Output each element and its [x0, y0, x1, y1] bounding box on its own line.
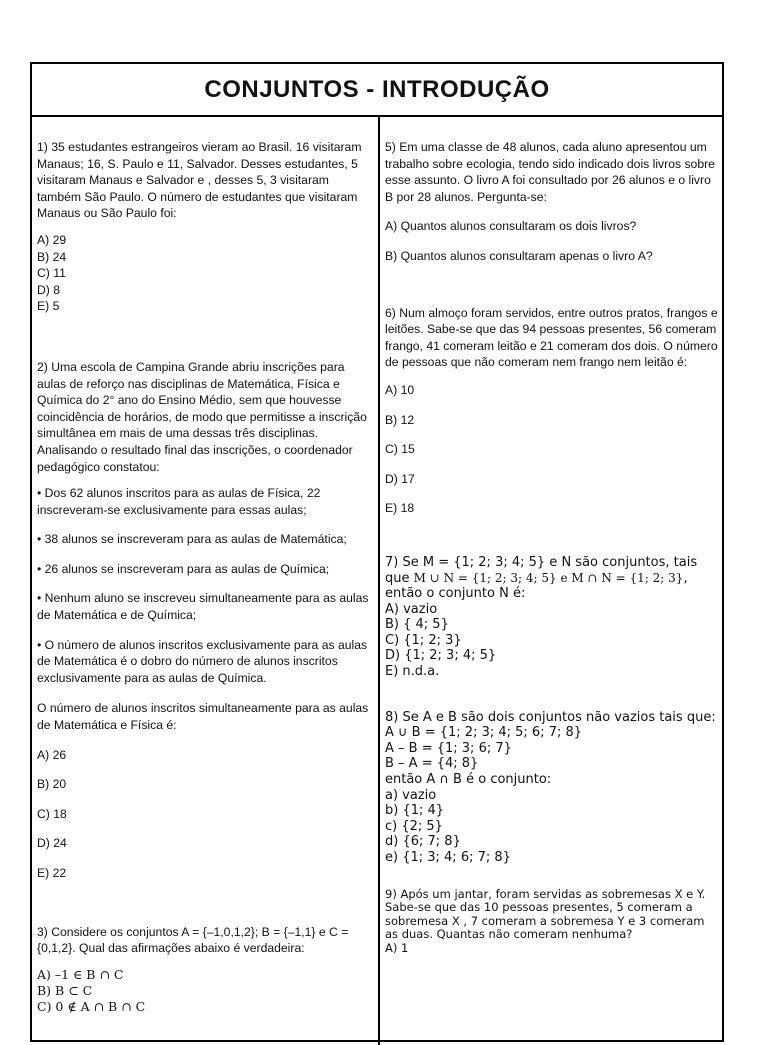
option: a) vazio [385, 787, 437, 803]
question-1 [37, 139, 373, 315]
option: E) 5 [37, 299, 60, 314]
conjunction-word: e [556, 570, 572, 585]
column-divider [378, 115, 380, 1045]
bullet-item: • Nenhum aluno se inscreveu simultaneamente para as aulas de Matemática e de Química; [37, 591, 369, 623]
option: C) 18 [37, 806, 67, 821]
question-8-conditions [385, 725, 721, 865]
question-2-bullets [37, 485, 373, 734]
question-8 [385, 710, 721, 866]
question-9-options [385, 942, 721, 956]
union-expression: M ∪ N = {1; 2; 3; 4; 5} [413, 570, 557, 585]
option: C) 0 ∉ A ∩ B ∩ C [37, 998, 146, 1014]
question-7-text [385, 555, 721, 602]
question-7-text-part1: 7) Se M = {1; 2; 3; 4; 5} e N são conjuntos, tais que [385, 554, 698, 586]
option: d) {6; 7; 8} [385, 834, 461, 850]
condition: B – A = {4; 8} [385, 756, 479, 772]
page-title: CONJUNTOS - INTRODUÇÃO [204, 75, 550, 103]
worksheet [30, 62, 724, 1042]
question-3-options [37, 967, 373, 1015]
question-3 [37, 924, 373, 1015]
option: b) {1; 4} [385, 803, 445, 819]
option: E) n.d.a. [385, 664, 440, 680]
question-6-options [385, 382, 721, 517]
option: A) 1 [385, 940, 409, 955]
option: C) 15 [385, 442, 415, 457]
option: D) 17 [385, 471, 415, 486]
title-box [32, 64, 722, 117]
left-column [37, 139, 373, 1015]
option: B) 12 [385, 412, 415, 427]
question-2-options [37, 747, 373, 882]
option: E) 18 [385, 501, 415, 516]
question-5-part-a: A) Quantos alunos consultaram os dois livros? [385, 219, 637, 234]
option: B) B ⊂ C [37, 982, 93, 998]
question-2-text: 2) Uma escola de Campina Grande abriu inscrições para aulas de reforço nas disciplinas de Matemática, Física e Química do 2° ano do Ensino Médio, sem que houvesse coincidência de horários, de modo que permitisse a inscrição simultânea em mais de uma dessas três disciplinas. Analisando o resultado final das inscrições, o coordenador pedagógico constatou: [37, 359, 367, 474]
condition: A ∪ B = {1; 2; 3; 4; 5; 6; 7; 8} [385, 725, 583, 741]
right-column [385, 139, 721, 955]
question-2 [37, 359, 373, 882]
condition: A – B = {1; 3; 6; 7} [385, 740, 512, 756]
bullet-item: • Dos 62 alunos inscritos para as aulas de Física, 22 inscreveram-se exclusivamente para essas aulas; [37, 486, 321, 517]
bullet-item: • O número de alunos inscritos exclusivamente para as aulas de Matemática é o dobro do número de alunos inscritos exclusivamente para as aulas de Química. [37, 637, 368, 685]
question-2-question: O número de alunos inscritos simultaneamente para as aulas de Matemática e Física é: [37, 701, 369, 733]
question-1-text: 1) 35 estudantes estrangeiros vieram ao Brasil. 16 visitaram Manaus; 16, S. Paulo e 11, Salvador. Desses estudantes, 5 visitaram Manaus e Salvador e , desses 5, 3 visitaram também São Paulo. O número de estudantes que visitaram Manaus ou São Paulo foi: [37, 140, 362, 221]
option: c) {2; 5} [385, 818, 443, 834]
option: e) {1; 3; 4; 6; 7; 8} [385, 850, 511, 865]
option: A) –1 ∈ B ∩ C [37, 966, 124, 982]
question-5 [385, 139, 721, 265]
question-5-part-b: B) Quantos alunos consultaram apenas o livro A? [385, 248, 653, 263]
intersection-expression: M ∩ N = {1; 2; 3} [571, 570, 684, 585]
question-5-text: 5) Em uma classe de 48 alunos, cada aluno apresentou um trabalho sobre ecologia, tendo sido indicado dois livros sobre esse assunto. O livro A foi consultado por 26 alunos e o livro B por 28 alunos. Pergunta-se: [385, 140, 715, 204]
option: D) 8 [37, 282, 61, 297]
question-9-text: 9) Após um jantar, foram servidas as sobremesas X e Y. Sabe-se que das 10 pessoas presentes, 5 comeram a sobremesa X , 7 comeram a sobremesa Y e 3 comeram as duas. Quantas não comeram nenhuma? [385, 886, 706, 942]
option: E) 22 [37, 866, 67, 880]
question-7-text-part2: , então o conjunto N é: [385, 570, 688, 602]
option: A) 29 [37, 232, 67, 247]
option: B) 20 [37, 777, 67, 792]
option: C) 11 [37, 266, 66, 281]
question-3-text: 3) Considere os conjuntos A = {–1,0,1,2}; B = {–1,1} e C = {0,1,2}. Qual das afirmações abaixo é verdadeira: [37, 924, 349, 956]
question-1-options [37, 232, 373, 315]
option: A) 26 [37, 747, 67, 762]
question-8-text: 8) Se A e B são dois conjuntos não vazios tais que: [385, 709, 716, 725]
question-7 [385, 555, 721, 680]
option: C) {1; 2; 3} [385, 632, 462, 648]
option: B) { 4; 5} [385, 617, 449, 633]
option: A) vazio [385, 601, 438, 617]
question-9 [385, 888, 721, 956]
option: D) {1; 2; 3; 4; 5} [385, 648, 497, 664]
question-7-options [385, 602, 721, 680]
option: D) 24 [37, 836, 67, 851]
option: B) 24 [37, 249, 67, 264]
option: A) 10 [385, 382, 415, 397]
question-8-question: então A ∩ B é o conjunto: [385, 772, 552, 788]
bullet-item: • 38 alunos se inscreveram para as aulas de Matemática; [37, 532, 347, 547]
bullet-item: • 26 alunos se inscreveram para as aulas de Química; [37, 561, 330, 576]
question-6 [385, 305, 721, 517]
question-6-text: 6) Num almoço foram servidos, entre outros pratos, frangos e leitões. Sabe-se que das 94 pessoas presentes, 56 comeram frango, 41 comeram leitão e 21 comeram dos dois. O número de pessoas que não comeram nem frango nem leitão é: [385, 305, 718, 370]
